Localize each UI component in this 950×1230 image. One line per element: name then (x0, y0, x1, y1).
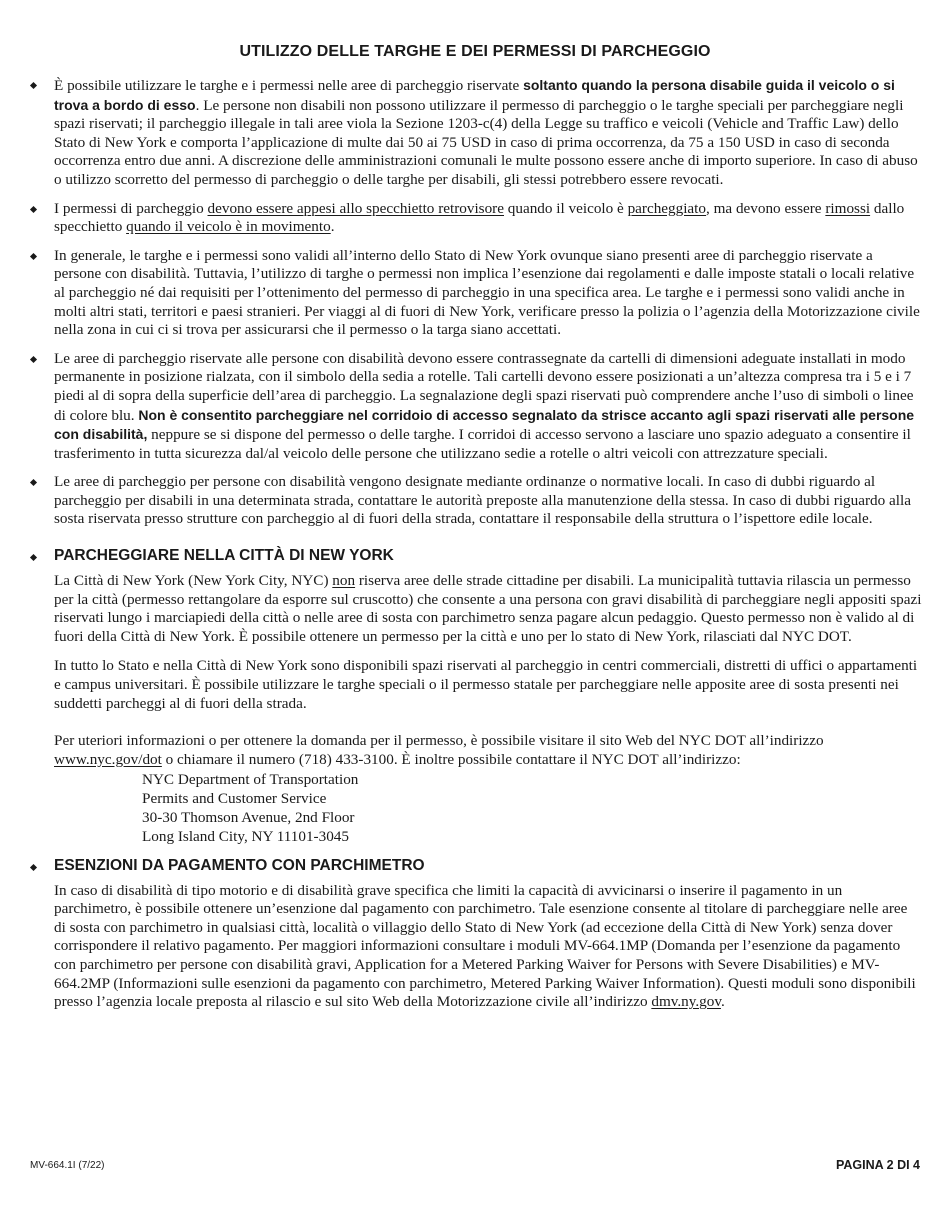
text-run: I permessi di parcheggio (54, 199, 208, 217)
bold-text: soltanto quando la persona disabile guida il veicolo o si trova a bordo di esso (54, 77, 895, 113)
bullet-usage-conditions (28, 76, 923, 190)
text-run: riserva aree delle strade cittadine per disabili. La municipalità tuttavia rilascia un permesso per la città (permesso rettangolare da esporre sul cruscotto) che consente a una persona con gravi disabilità di parcheggiare negli appositi spazi riservati lungo i marciapiedi della città o nelle aree di sosta con parchimetro senza pagare alcun pedaggio. Questo permesso non è valido al di fuori della Città di New York. È possibile ottenere un permesso per la città e uno per lo stato di New York, rilasciati dal NYC DOT. (54, 572, 922, 645)
text-run: dallo specchietto (54, 199, 905, 236)
diamond-bullet-icon (30, 554, 37, 561)
section-paragraph (54, 572, 923, 646)
form-id: MV-664.1I (7/22) (30, 1160, 105, 1171)
section-paragraph (54, 732, 923, 769)
diamond-bullet-icon (30, 82, 37, 89)
diamond-bullet-icon (30, 864, 37, 871)
underlined-text: parcheggiato (627, 199, 706, 217)
text-run: o chiamare il numero (718) 433-3100. È inoltre possibile contattare il NYC DOT all’indirizzo: (161, 750, 741, 768)
bullet-signage (28, 350, 923, 464)
diamond-bullet-icon (30, 479, 37, 486)
text-run: La Città di New York (New York City, NYC) (54, 572, 333, 590)
page-title: UTILIZZO DELLE TARGHE E DEI PERMESSI DI PARCHEGGIO (239, 43, 711, 60)
text-run: . (330, 218, 335, 236)
address-line: Long Island City, NY 11101-3045 (142, 827, 349, 845)
underlined-text: non (332, 572, 356, 590)
page-number: PAGINA 2 DI 4 (835, 1158, 920, 1172)
text-run: Per uteriori informazioni o per ottenere la domanda per il permesso, è possibile visitare il sito Web del NYC DOT all’indirizzo (54, 732, 824, 750)
mailing-address (54, 771, 923, 846)
bullet-text (54, 76, 923, 190)
bullet-text: In generale, le targhe e i permessi sono validi all’interno dello Stato di New York ovunque siano presenti aree di parcheggio riservate a persone con disabilità. Tuttavia, l’utilizzo di targhe o permessi non implica l’esenzione dai regolamenti e dalle imposte statali o locali relative al parcheggio né dai requisiti per l’ottenimento del permesso di parcheggio in una specifica area. Le targhe e i permessi sono validi anche in molti altri stati, territori e paesi stranieri. Per viaggi al di fuori di New York, verificare presso la polizia o l’agenzia della Motorizzazione civile nella zona in cui ci si trova per assicurarsi che il permesso o la targa siano accettati. (54, 246, 920, 339)
section-paragraph (54, 882, 923, 1012)
bullet-text (54, 200, 923, 237)
bullet-text: Le aree di parcheggio per persone con disabilità vengono designate mediante ordinanze o normative locali. In caso di dubbi riguardo al parcheggio per disabili in una determinata strada, contattare le autorità preposte alla manutenzione della stessa. In caso di dubbi riguardo alla sosta riservata presso strutture con parcheggio al di fuori della strada, contattare il responsabile della struttura o l’ispettore edile locale. (54, 473, 911, 528)
document-content (28, 76, 923, 1023)
section-heading: PARCHEGGIARE NELLA CITTÀ DI NEW YORK (54, 547, 394, 565)
text-run: , ma devono essere (706, 199, 826, 217)
underlined-text: devono essere appesi allo specchietto retrovisore (207, 199, 504, 217)
text-run: È possibile utilizzare le targhe e i permessi nelle aree di parcheggio riservate (54, 77, 524, 94)
address-line: Permits and Customer Service (142, 790, 327, 808)
bullet-hanging-permit (28, 200, 923, 237)
section-heading: ESENZIONI DA PAGAMENTO CON PARCHIMETRO (54, 856, 425, 874)
underlined-text: rimossi (825, 199, 871, 217)
text-run: quando il veicolo è (503, 199, 628, 217)
bullet-validity (28, 247, 923, 340)
text-run: In caso di disabilità di tipo motorio e di disabilità grave specifica che limiti la capacità di avvicinarsi o inserire il pagamento in un parchimetro, è possibile ottenere un’esenzione dal pagamento con parchimetro. Tale esenzione consente al titolare di parcheggiare nelle aree di sosta con parchimetro in qualsiasi città, località o villaggio dello Stato di New York (ad eccezione della Città di New York) senza dover corrispondere il relativo pagamento. Per maggiori informazioni consultare i moduli MV-664.1MP (Domanda per l’esenzione da pagamento con parchimetro per persone con disabilità gravi, Application for a Metered Parking Waiver for Persons with Severe Disabilities) e MV-664.2MP (Informazioni sulle esenzioni da pagamento con parchimetro, Metered Parking Waiver Information). Questi moduli sono disponibili presso l’agenzia locale preposta al rilascio e sul sito Web della Motorizzazione civile all’indirizzo (54, 881, 916, 1011)
nyc-dot-link[interactable]: www.nyc.gov/dot (54, 750, 162, 768)
dmv-link[interactable]: dmv.ny.gov (651, 993, 721, 1011)
text-run: neppure se si dispone del permesso o delle targhe. I corridoi di accesso servono a lasciare uno spazio adeguato a consentire il trasferimento in tutta sicurezza dal/al veicolo delle persone che utilizzano sedie a rotelle o altri veicoli con attrezzature speciali. (54, 426, 911, 462)
diamond-bullet-icon (30, 253, 37, 260)
bullet-text (54, 350, 923, 464)
section-paragraph: In tutto lo Stato e nella Città di New York sono disponibili spazi riservati al parcheggio in centri commerciali, distretti di uffici o appartamenti e campus universitari. È possibile utilizzare le targhe speciali o il permesso statale per parcheggiare nelle apposite aree di sosta presenti nei suddetti parcheggi al di fuori della strada. (54, 657, 918, 712)
underlined-text: quando il veicolo è in movimento (126, 218, 331, 236)
text-run: Le aree di parcheggio riservate alle persone con disabilità devono essere contrassegnate da cartelli di dimensioni adeguate installati in modo permanente in posizione rialzata, con il simbolo della sedia a rotelle. Tali cartelli devono essere posizionati a un’altezza compresa tra i 5 e i 7 piedi al di sopra della superficie dell’area di parcheggio. La segnalazione degli spazi riservati può comprendere anche l’uso di simboli o linee di colore blu. (54, 349, 914, 424)
diamond-bullet-icon (30, 356, 37, 363)
text-run: . (720, 993, 725, 1011)
section-meter-waiver (28, 857, 923, 1012)
text-run: . Le persone non disabili non possono utilizzare il permesso di parcheggio o le targhe speciali per parcheggiare negli spazi riservati; il parcheggio illegale in tali aree viola la Sezione 1203-c(4) della Legge su traffico e veicoli (Vehicle and Traffic Law) dello Stato di New York e comporta l’applicazione di multe dai 50 ai 75 USD in caso di prima occorrenza, da 75 a 150 USD in caso di seconda occorrenza entro due anni. A discrezione delle amministrazioni comunali le multe possono essere anche di importo superiore. In caso di abuso o utilizzo scorretto del permesso di parcheggio o delle targhe per disabili, gli stessi potrebbero essere revocati. (54, 96, 918, 188)
bullet-local-ordinances (28, 473, 923, 529)
address-line: 30-30 Thomson Avenue, 2nd Floor (142, 809, 355, 826)
section-nyc-parking (28, 547, 923, 847)
bold-text: Non è consentito parcheggiare nel corridoio di accesso segnalato da strisce accanto agli spazi riservati alle persone con disabilità, (54, 406, 915, 443)
address-line: NYC Department of Transportation (142, 771, 359, 789)
diamond-bullet-icon (30, 206, 37, 213)
